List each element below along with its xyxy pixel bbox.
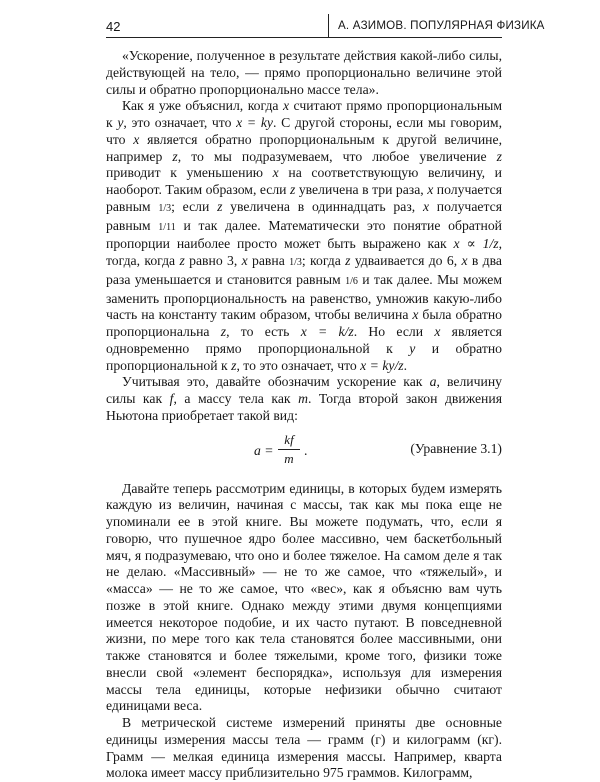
equation-x-ky-z: x = ky/z (360, 357, 404, 373)
running-title: А. АЗИМОВ. ПОПУЛЯРНАЯ ФИЗИКА (338, 19, 545, 32)
fraction-one-sixth: 1/6 (345, 275, 358, 287)
equation-3-1: a = kf m . (Уравнение 3.1) (254, 431, 502, 466)
paragraph-3: Учитывая это, давайте обозначим ускорение как a, величину силы как f, а массу тела как m. Тогда второй закон движения Ньютона приобретает такой вид: (106, 374, 503, 423)
page-number: 42 (106, 19, 121, 34)
body-text (106, 48, 502, 782)
running-header (106, 14, 545, 38)
paragraph-2: Как я уже объяснил, когда x считают прямо пропорциональным к y, это означает, что x = ky. С другой стороны, если мы говорим, что x является обратно пропорциональным к другой величине, например z, то мы подразумеваем, что любое увеличение z приводит к уменьшению x на соответствующую величину, и наоборот. Таким образом, если z увеличена в три раза, x получается равным 1/3; если z увеличена в одиннадцать раз, x получается равным 1/11 и так далее. Математически это понятие обратной пропорции наиболее просто может быть выражено как x ∝ 1/z, тогда, когда z равно 3, x равна 1/3; когда z удваивается до 6, x в два раза уменьшается и становится равным 1/6 и так далее. Мы можем заменить пропорциональность на равенство, умножив какую-либо часть на константу таким образом, чтобы величина x была обратно пропорциональна z, то есть x = k/z. Но если x является одновременно прямо пропорциональной к y и обратно пропорциональной к z, то это означает, что x = ky/z. (106, 98, 503, 373)
equation-numerator: kf (284, 431, 294, 447)
equation-fraction (278, 433, 300, 466)
fraction-bar (278, 449, 300, 450)
header-rule (106, 37, 502, 38)
fraction-one-eleventh: 1/11 (158, 221, 176, 233)
equation-denominator: m (284, 450, 294, 466)
equation-lhs: a = (254, 442, 274, 458)
equation-x-k-z: x = k/z (300, 324, 354, 339)
paragraph-5: В метрической системе измерений приняты две основные единицы измерения массы тела — грамм (г) и килограмм (кг). Грамм — мелкая единица измерения массы. Например, кварта молока имеет массу приблизительно 975 граммов. Килограмм, (106, 715, 502, 781)
fraction-one-third: 1/3 (158, 202, 172, 214)
equation-label: (Уравнение 3.1) (410, 440, 502, 456)
paragraph-1: «Ускорение, полученное в результате действия какой-либо силы, действующей на тело, — прямо пропорционально величине этой силы и обратно пропорционально массе тела». (106, 48, 502, 97)
header-separator (328, 14, 329, 38)
paragraph-4: Давайте теперь рассмотрим единицы, в которых будем измерять каждую из величин, начиная с массы, так как мы пока еще не упоминали ее в этой книге. Вы можете подумать, что, если я говорю, что пушечное ядро более массивно, чем баскетбольный мяч, я подразумеваю, что оно и более тяжелое. На самом деле я так не делаю. «Массивный» — не то же самое, что «тяжелый», и «масса» — не то же самое, что «вес», как я объясню вам чуть позже в этой книге. Однако между этими двумя концепциями имеется некоторое подобие, и их часто путают. В повседневной жизни, по мере того как тела становятся более массивными, они также становятся и более тяжелыми, кроме того, физики тоже внесли свой «элемент беспорядка», используя для измерения массы тела единицы, которые нефизики обычно считают единицами веса. (106, 480, 502, 714)
proportionality-expression: x ∝ 1/z (453, 236, 499, 252)
